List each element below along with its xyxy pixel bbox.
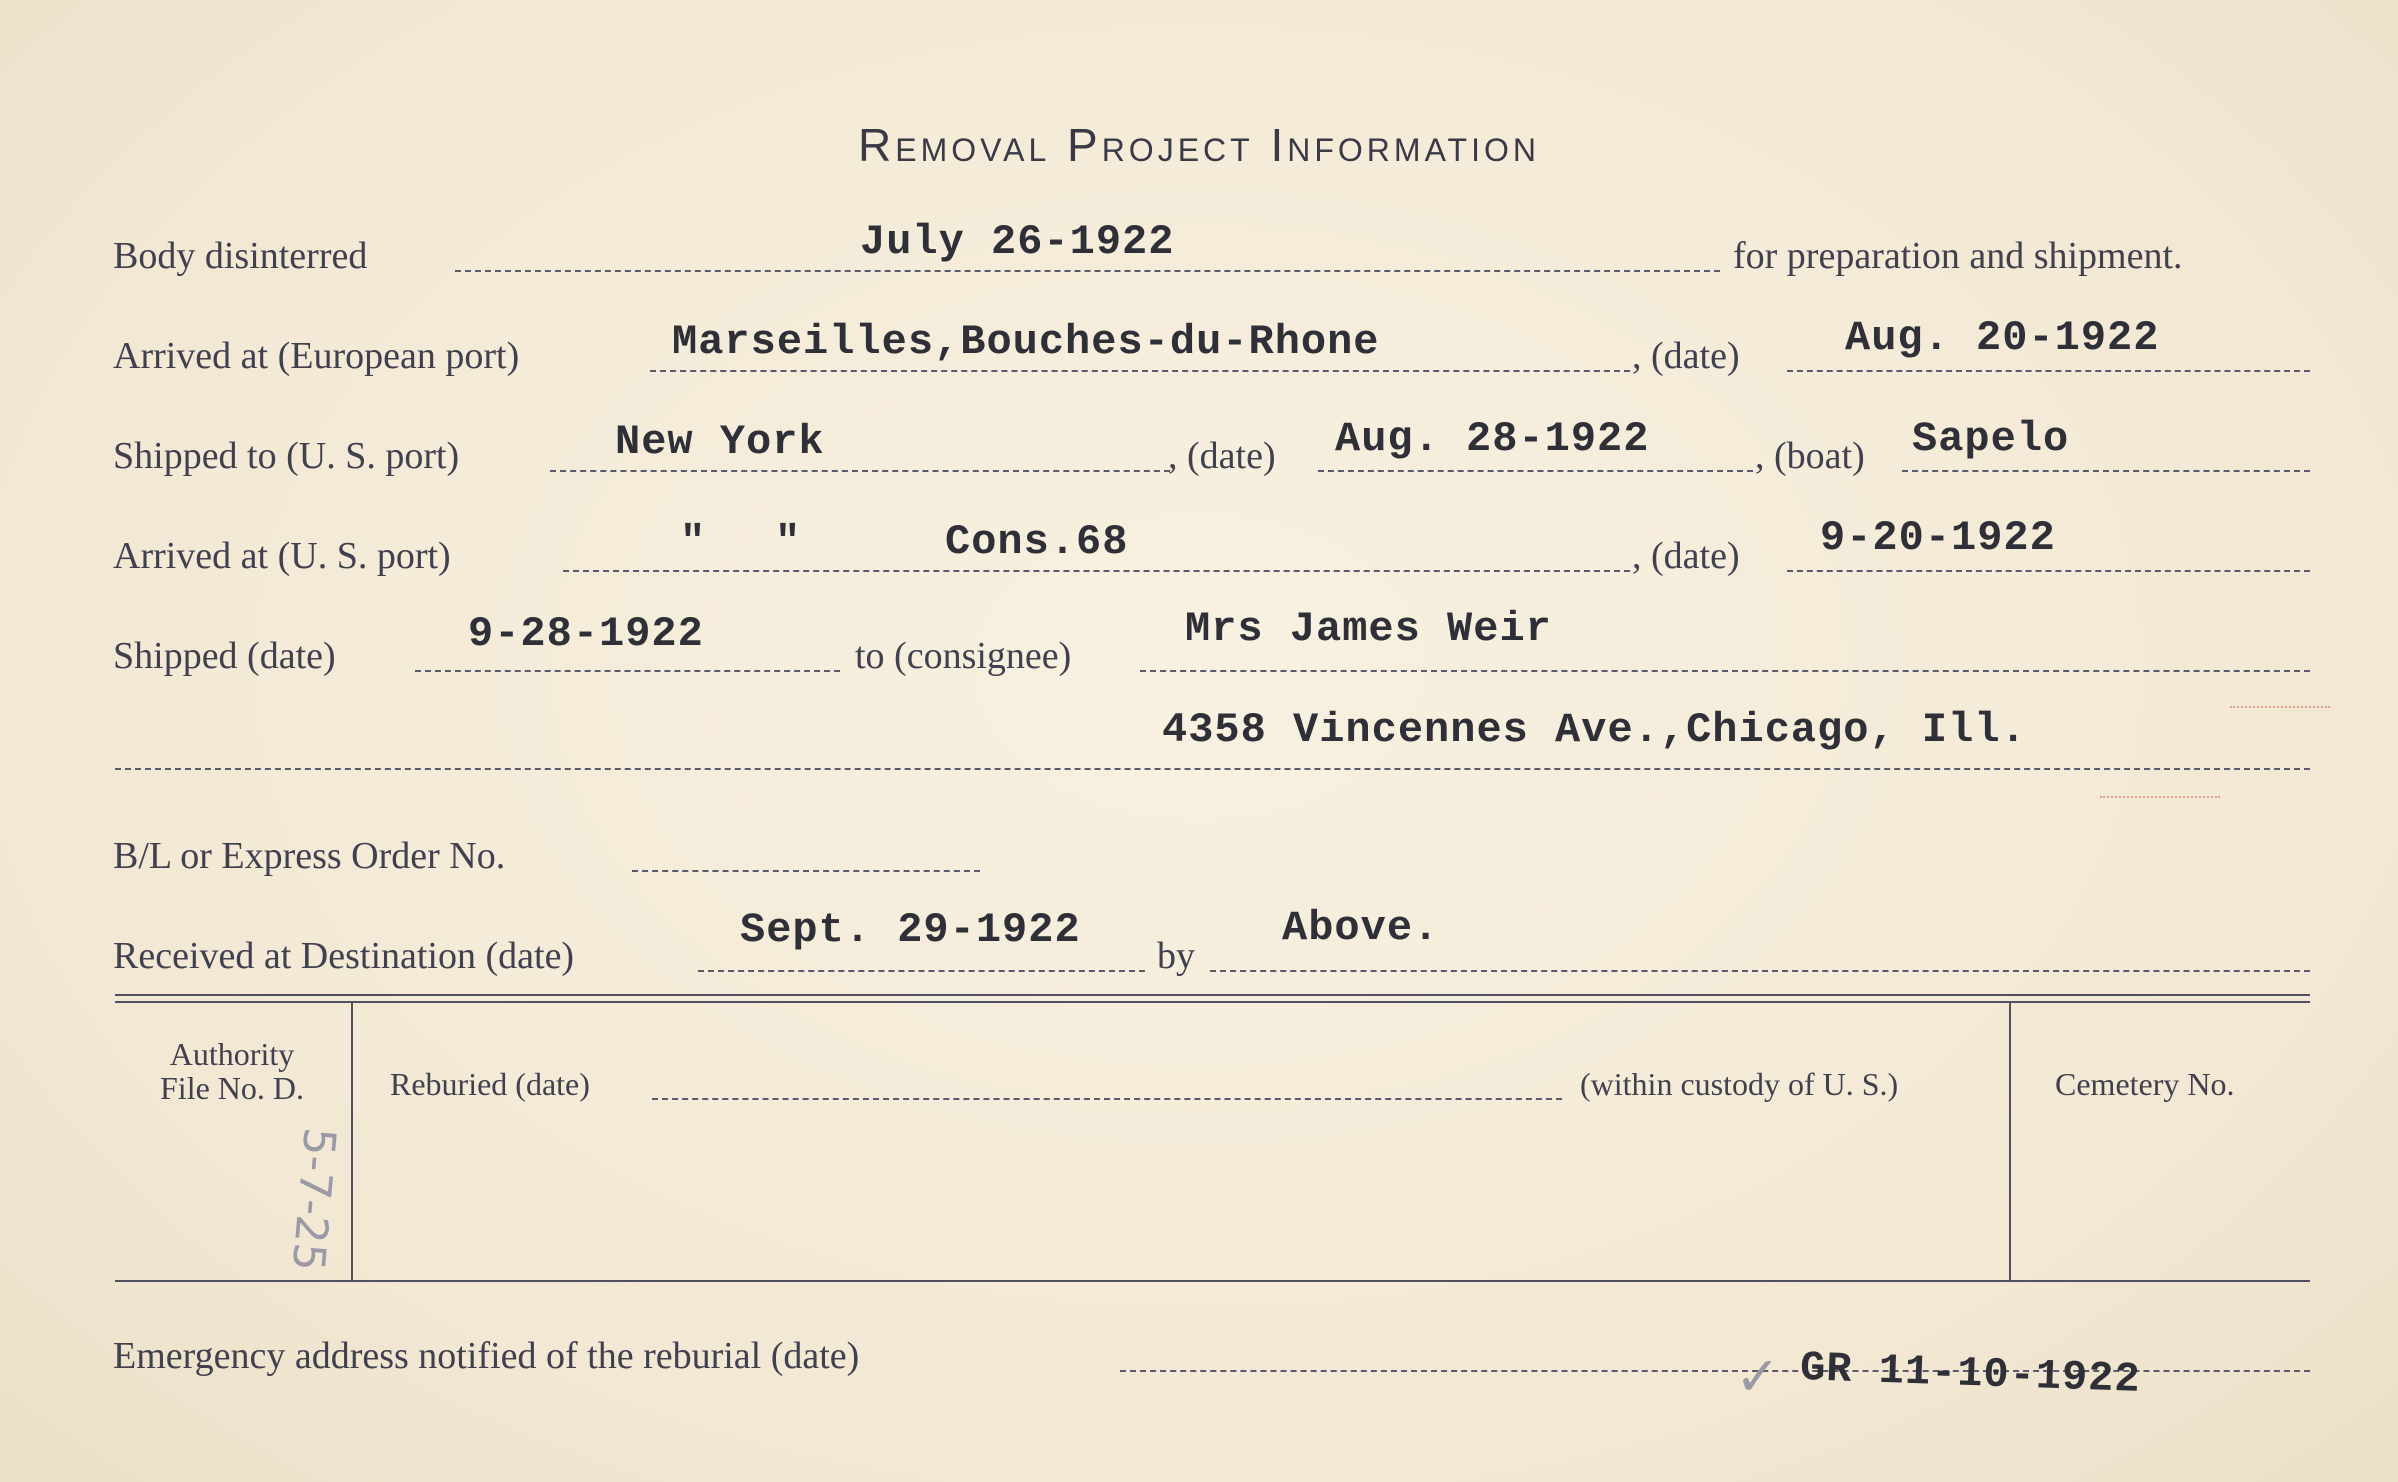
label-for-preparation: for preparation and shipment. bbox=[1733, 235, 2183, 277]
card-title: Removal Project Information bbox=[858, 119, 1540, 171]
fill-line bbox=[415, 670, 840, 672]
pencil-note: 5-7-25 bbox=[281, 1125, 345, 1274]
label-arrived-us-port: Arrived at (U. S. port) bbox=[113, 535, 451, 577]
fill-line bbox=[1902, 470, 2310, 472]
label-date: , (date) bbox=[1168, 435, 1276, 477]
value-received-date: Sept. 29-1922 bbox=[740, 906, 1081, 954]
value-shipped-date-us: Aug. 28-1922 bbox=[1335, 415, 1650, 463]
ink-stain bbox=[2100, 796, 2220, 798]
value-ditto-mark: " bbox=[775, 518, 802, 566]
label-body-disinterred: Body disinterred bbox=[113, 235, 368, 277]
label-date: , (date) bbox=[1632, 535, 1740, 577]
value-received-by: Above. bbox=[1282, 904, 1440, 952]
value-emergency-date: GR 11-10-1922 bbox=[1799, 1344, 2142, 1404]
fill-line bbox=[652, 1098, 1562, 1100]
box-divider bbox=[2009, 1003, 2011, 1280]
box-bottom-rule bbox=[115, 1280, 2310, 1282]
label-date: , (date) bbox=[1632, 335, 1740, 377]
box-top-rule bbox=[115, 994, 2310, 996]
value-shipped-date: 9-28-1922 bbox=[468, 610, 704, 658]
label-file-no: File No. D. bbox=[160, 1070, 304, 1106]
label-received-at-destination: Received at Destination (date) bbox=[113, 935, 575, 977]
fill-line bbox=[115, 768, 2310, 770]
label-within-custody: (within custody of U. S.) bbox=[1580, 1066, 1899, 1102]
label-shipped-date: Shipped (date) bbox=[113, 635, 336, 677]
box-divider bbox=[351, 1003, 353, 1280]
value-consignee: Mrs James Weir bbox=[1185, 605, 1552, 653]
label-emergency-address: Emergency address notified of the reburial (date) bbox=[113, 1335, 860, 1377]
fill-line bbox=[1210, 970, 2310, 972]
label-shipped-to-us-port: Shipped to (U. S. port) bbox=[113, 435, 460, 477]
value-consignee-address: 4358 Vincennes Ave.,Chicago, Ill. bbox=[1162, 706, 2027, 754]
value-european-date: Aug. 20-1922 bbox=[1845, 314, 2160, 362]
fill-line bbox=[632, 870, 980, 872]
fill-line bbox=[563, 570, 1630, 572]
label-arrived-european-port: Arrived at (European port) bbox=[113, 335, 520, 377]
fill-line bbox=[1787, 570, 2310, 572]
label-reburied-date: Reburied (date) bbox=[390, 1066, 590, 1102]
ink-stain bbox=[2230, 706, 2330, 708]
label-bl-express-order: B/L or Express Order No. bbox=[113, 835, 506, 877]
label-cemetery-no: Cemetery No. bbox=[2055, 1066, 2235, 1102]
pencil-mark: ✓ bbox=[1735, 1345, 1781, 1408]
label-boat: , (boat) bbox=[1755, 435, 1865, 477]
fill-line bbox=[1787, 370, 2310, 372]
box-top-rule bbox=[115, 1001, 2310, 1003]
fill-line bbox=[550, 470, 1170, 472]
value-us-port: New York bbox=[615, 418, 825, 466]
value-arrived-us-note: Cons.68 bbox=[945, 518, 1129, 566]
label-by: by bbox=[1157, 935, 1195, 977]
value-arrived-us-date: 9-20-1922 bbox=[1820, 514, 2056, 562]
value-boat: Sapelo bbox=[1912, 415, 2070, 463]
fill-line bbox=[698, 970, 1145, 972]
fill-line bbox=[455, 270, 1720, 272]
fill-line bbox=[1140, 670, 2310, 672]
value-ditto-mark: " bbox=[680, 518, 707, 566]
fill-line bbox=[650, 370, 1630, 372]
value-european-port: Marseilles,Bouches-du-Rhone bbox=[672, 318, 1380, 366]
value-disinterred-date: July 26-1922 bbox=[860, 218, 1175, 266]
label-to-consignee: to (consignee) bbox=[855, 635, 1072, 677]
label-authority: Authority bbox=[169, 1036, 295, 1072]
fill-line bbox=[1318, 470, 1753, 472]
